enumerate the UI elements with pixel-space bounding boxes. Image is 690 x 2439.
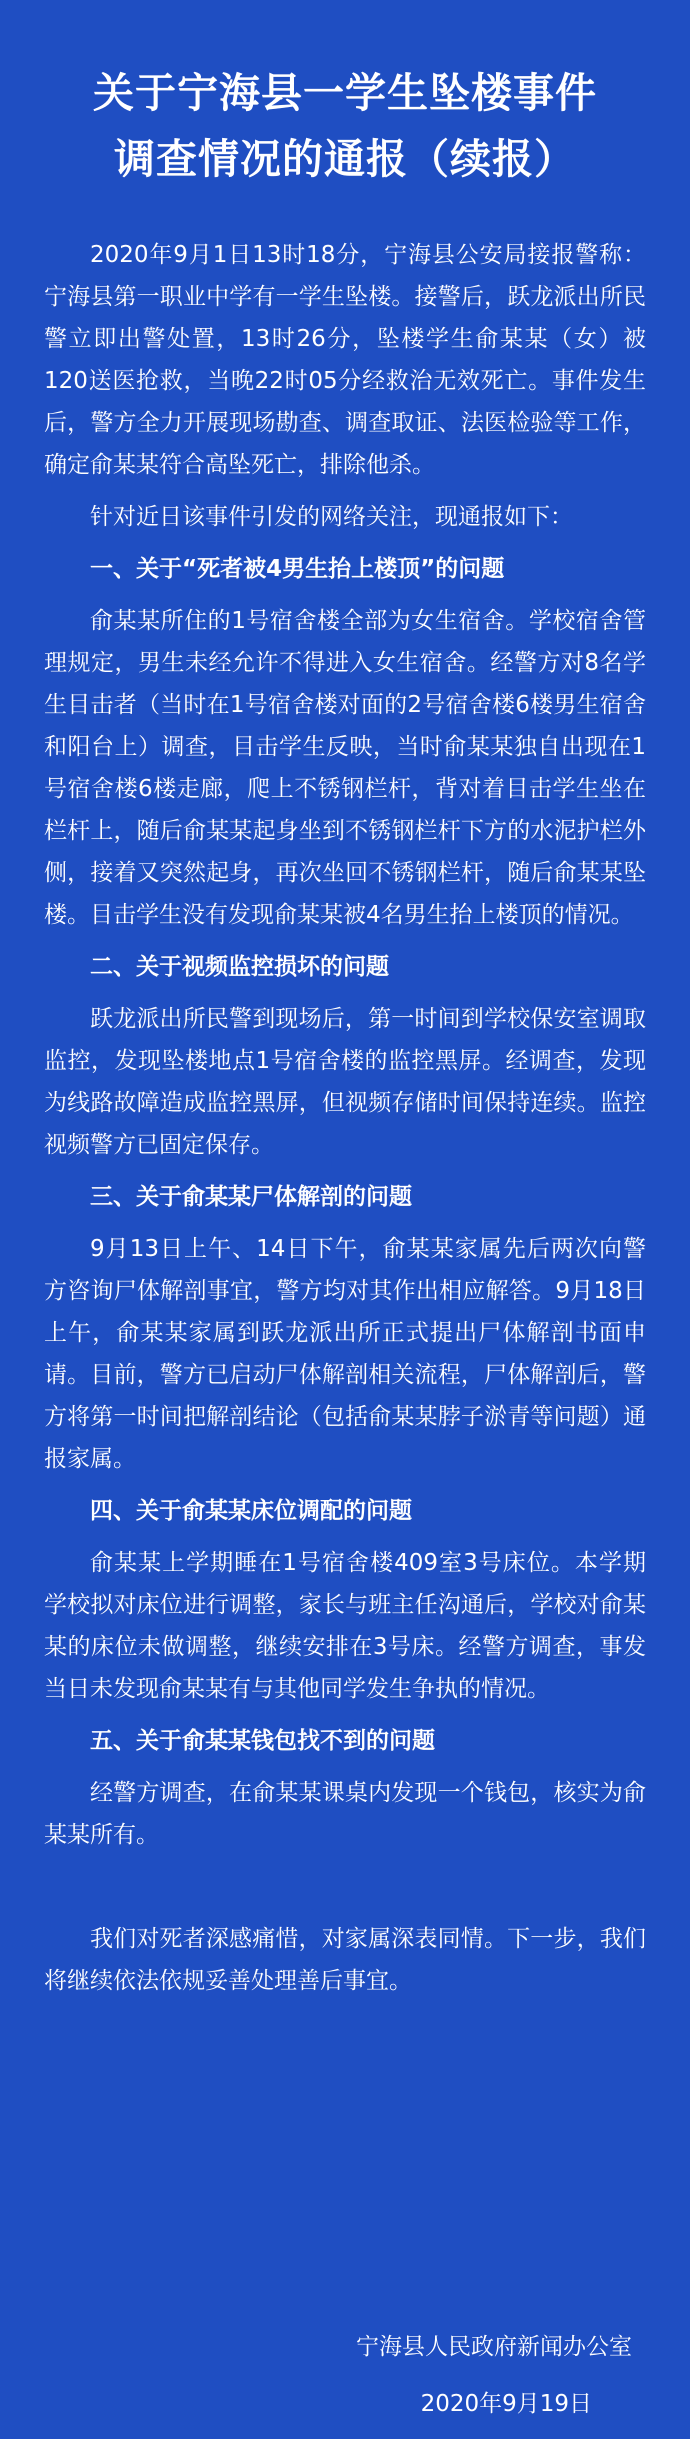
signature-date: 2020年9月19日: [420, 2391, 592, 2417]
section-3-heading: 三、关于俞某某尸体解剖的问题: [90, 1184, 412, 1210]
section-1-body: 俞某某所住的1号宿舍楼全部为女生宿舍。学校宿舍管理规定，男生未经允许不得进入女生宿舍。经警方对8名学生目击者（当时在1号宿舍楼对面的2号宿舍楼6楼男生宿舍和阳台上）调查，目击学生反映，当时俞某某独自出现在1号宿舍楼6楼走廊，爬上不锈钢栏杆，背对着目击学生坐在栏杆上，随后俞某某起身坐到不锈钢栏杆下方的水泥护栏外侧，接着又突然起身，再次坐回不锈钢栏杆，随后俞某某坠楼。目击学生没有发现俞某某被4名男生抬上楼顶的情况。: [44, 608, 646, 928]
closing-paragraph: 我们对死者深感痛惜，对家属深表同情。下一步，我们将继续依法依规妥善处理善后事宜。: [44, 1926, 646, 1994]
spacer: [44, 1866, 646, 1918]
title-line-1: 关于宁海县一学生坠楼事件: [93, 69, 597, 117]
signature-org: 宁海县人民政府新闻办公室: [356, 2334, 632, 2360]
section-2-heading: 二、关于视频监控损坏的问题: [90, 954, 389, 980]
title-line-2: 调查情况的通报（续报）: [114, 135, 576, 183]
section-1-heading: 一、关于“死者被4男生抬上楼顶”的问题: [90, 556, 505, 582]
section-4-heading: 四、关于俞某某床位调配的问题: [90, 1498, 412, 1524]
section-5-heading: 五、关于俞某某钱包找不到的问题: [90, 1728, 435, 1754]
section-4-body: 俞某某上学期睡在1号宿舍楼409室3号床位。本学期学校拟对床位进行调整，家长与班主任沟通后，学校对俞某某的床位未做调整，继续安排在3号床。经警方调查，事发当日未发现俞某某有与其他同学发生争执的情况。: [44, 1550, 646, 1702]
section-5-body: 经警方调查，在俞某某课桌内发现一个钱包，核实为俞某某所有。: [44, 1780, 646, 1848]
section-3-body: 9月13日上午、14日下午，俞某某家属先后两次向警方咨询尸体解剖事宜，警方均对其作出相应解答。9月18日上午，俞某某家属到跃龙派出所正式提出尸体解剖书面申请。目前，警方已启动尸体解剖相关流程，尸体解剖后，警方将第一时间把解剖结论（包括俞某某脖子淤青等问题）通报家属。: [44, 1236, 646, 1472]
section-2-body: 跃龙派出所民警到现场后，第一时间到学校保安室调取监控，发现坠楼地点1号宿舍楼的监控黑屏。经调查，发现为线路故障造成监控黑屏，但视频存储时间保持连续。监控视频警方已固定保存。: [44, 1006, 646, 1158]
lead-paragraph: 针对近日该事件引发的网络关注，现通报如下：: [90, 504, 573, 530]
notice-title: [44, 60, 646, 192]
intro-paragraph: 2020年9月1日13时18分，宁海县公安局接报警称：宁海县第一职业中学有一学生坠楼。接警后，跃龙派出所民警立即出警处置，13时26分，坠楼学生俞某某（女）被120送医抢救，当晚22时05分经救治无效死亡。事件发生后，警方全力开展现场勘查、调查取证、法医检验等工作，确定俞某某符合高坠死亡，排除他杀。: [44, 242, 646, 478]
